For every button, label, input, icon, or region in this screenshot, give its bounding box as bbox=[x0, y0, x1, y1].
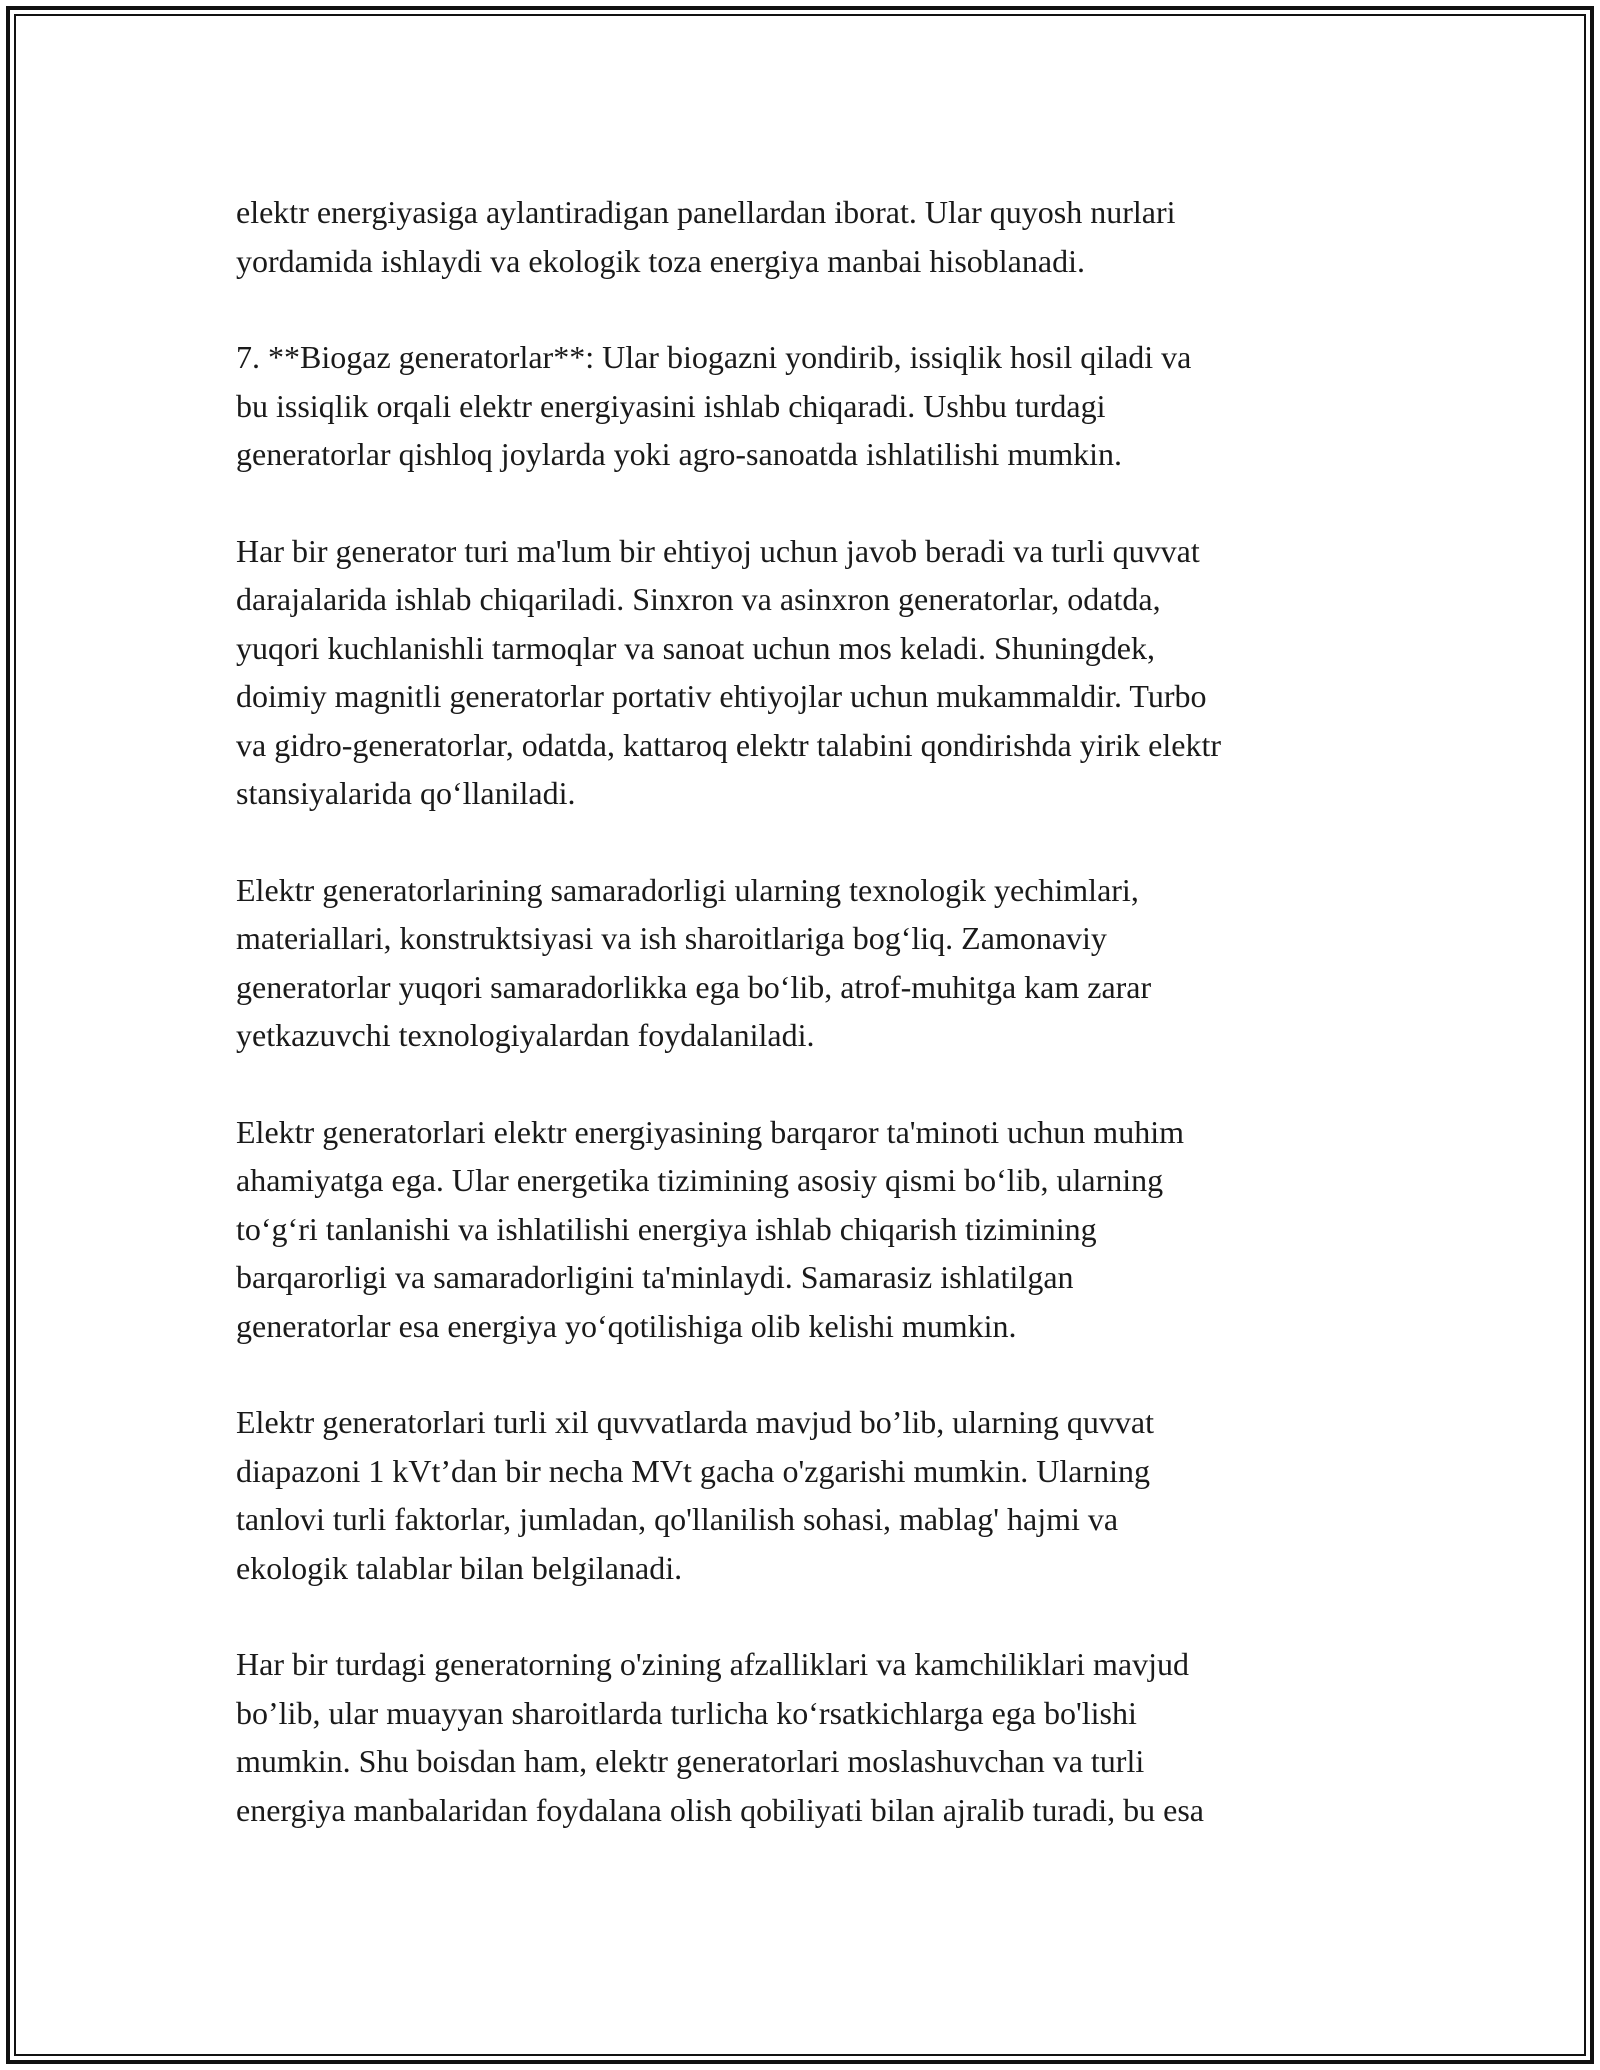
text-line: elektr energiyasiga aylantiradigan panellardan iborat. Ular quyosh nurlari bbox=[236, 194, 1176, 230]
text-line: generatorlar esa energiya yo‘qotilishiga olib kelishi mumkin. bbox=[236, 1307, 1017, 1344]
text-line: yuqori kuchlanishli tarmoqlar va sanoat uchun mos keladi. Shuningdek, bbox=[236, 629, 1155, 666]
text-line: yordamida ishlaydi va ekologik toza energiya manbai hisoblanadi. bbox=[236, 242, 1085, 279]
paragraph-importance bbox=[236, 1108, 1386, 1351]
text-line: ekologik talablar bilan belgilanadi. bbox=[236, 1549, 683, 1586]
text-line: Har bir turdagi generatorning o'zining afzalliklari va kamchiliklari mavjud bbox=[236, 1646, 1189, 1682]
paragraph-efficiency bbox=[236, 866, 1386, 1060]
text-line: 7. **Biogaz generatorlar**: Ular biogazni yondirib, issiqlik hosil qiladi va bbox=[236, 339, 1192, 375]
text-line: Elektr generatorlarining samaradorligi ularning texnologik yechimlari, bbox=[236, 871, 1139, 908]
paragraph-generator-types bbox=[236, 527, 1386, 818]
text-line: ahamiyatga ega. Ular energetika tizimining asosiy qismi bo‘lib, ularning bbox=[236, 1162, 1164, 1198]
text-line: stansiyalarida qo‘llaniladi. bbox=[236, 775, 576, 811]
text-line: va gidro-generatorlar, odatda, kattaroq elektr talabini qondirishda yirik elektr bbox=[236, 726, 1222, 763]
text-line: doimiy magnitli generatorlar portativ ehtiyojlar uchun mukammaldir. Turbo bbox=[236, 678, 1207, 714]
paragraph-solar-panels bbox=[236, 188, 1386, 285]
text-line: to‘g‘ri tanlanishi va ishlatilishi energiya ishlab chiqarish tizimining bbox=[236, 1210, 1097, 1247]
paragraph-power-range bbox=[236, 1398, 1386, 1592]
text-line: generatorlar qishloq joylarda yoki agro-sanoatda ishlatilishi mumkin. bbox=[236, 436, 1123, 472]
paragraph-advantages bbox=[236, 1640, 1386, 1834]
text-line: Elektr generatorlari turli xil quvvatlarda mavjud bo’lib, ularning quvvat bbox=[236, 1404, 1154, 1440]
text-line: bu issiqlik orqali elektr energiyasini ishlab chiqaradi. Ushbu turdagi bbox=[236, 387, 1106, 424]
text-line: energiya manbalaridan foydalana olish qobiliyati bilan ajralib turadi, bu esa bbox=[236, 1791, 1204, 1828]
text-line: yetkazuvchi texnologiyalardan foydalaniladi. bbox=[236, 1017, 815, 1053]
paragraph-biogas-generators bbox=[236, 333, 1386, 479]
text-line: materiallari, konstruktsiyasi va ish sharoitlariga bog‘liq. Zamonaviy bbox=[236, 920, 1107, 956]
text-line: diapazoni 1 kVt’dan bir necha MVt gacha o'zgarishi mumkin. Ularning bbox=[236, 1452, 1150, 1489]
text-line: mumkin. Shu boisdan ham, elektr generatorlari moslashuvchan va turli bbox=[236, 1743, 1145, 1779]
text-line: generatorlar yuqori samaradorlikka ega bo‘lib, atrof-muhitga kam zarar bbox=[236, 968, 1152, 1005]
text-line: darajalarida ishlab chiqariladi. Sinxron va asinxron generatorlar, odatda, bbox=[236, 581, 1161, 617]
document-body bbox=[236, 188, 1386, 1882]
text-line: bo’lib, ular muayyan sharoitlarda turlicha ko‘rsatkichlarga ega bo'lishi bbox=[236, 1694, 1137, 1731]
text-line: tanlovi turli faktorlar, jumladan, qo'llanilish sohasi, mablag' hajmi va bbox=[236, 1501, 1119, 1537]
text-line: Elektr generatorlari elektr energiyasining barqaror ta'minoti uchun muhim bbox=[236, 1113, 1184, 1150]
text-line: Har bir generator turi ma'lum bir ehtiyoj uchun javob beradi va turli quvvat bbox=[236, 532, 1200, 569]
text-line: barqarorligi va samaradorligini ta'minlaydi. Samarasiz ishlatilgan bbox=[236, 1259, 1074, 1295]
